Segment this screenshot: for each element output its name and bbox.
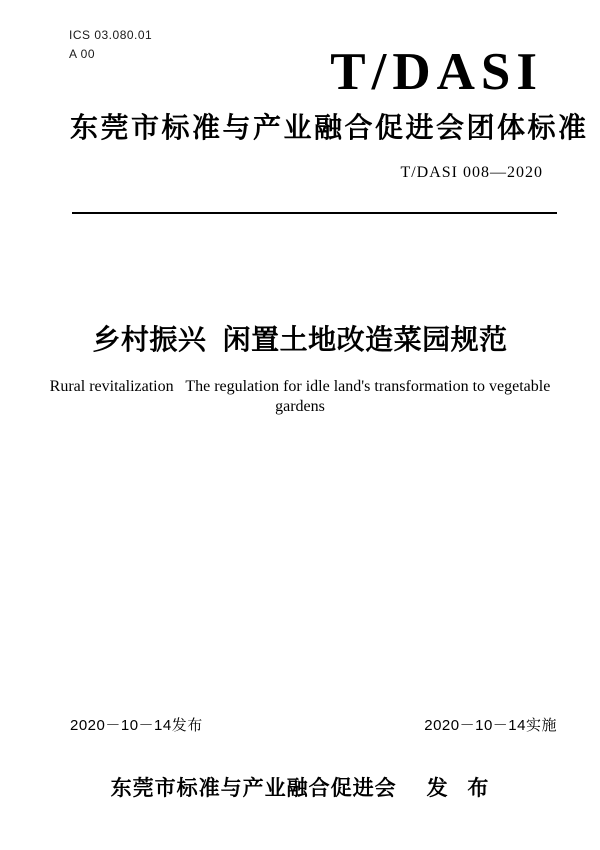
- standard-title-en: [0, 377, 600, 417]
- issue-date: 2020－10－14发布: [70, 717, 203, 734]
- implementation-date: 2020－10－14实施: [424, 717, 557, 734]
- publisher-name: 东莞市标准与产业融合促进会: [110, 777, 397, 800]
- standard-title-en-line2: gardens: [275, 398, 325, 415]
- title-rule-divider: [72, 212, 557, 214]
- publisher-row: [0, 772, 600, 802]
- standard-title-en-line1: Rural revitalization The regulation for idle land's transformation to vegetable: [49, 378, 551, 395]
- ics-code: ICS 03.080.01: [69, 28, 153, 42]
- ics-classification-block: [69, 26, 152, 64]
- date-row: [70, 714, 557, 735]
- standard-number: T/DASI 008—2020: [400, 164, 543, 181]
- classification-code: A 00: [69, 47, 96, 61]
- standards-body-logo: T/DASI: [330, 43, 543, 101]
- society-standard-heading: 东莞市标准与产业融合促进会团体标准: [70, 112, 589, 143]
- standard-title-zh: 乡村振兴 闲置土地改造菜园规范: [92, 324, 508, 355]
- publish-label: 发 布: [426, 777, 490, 800]
